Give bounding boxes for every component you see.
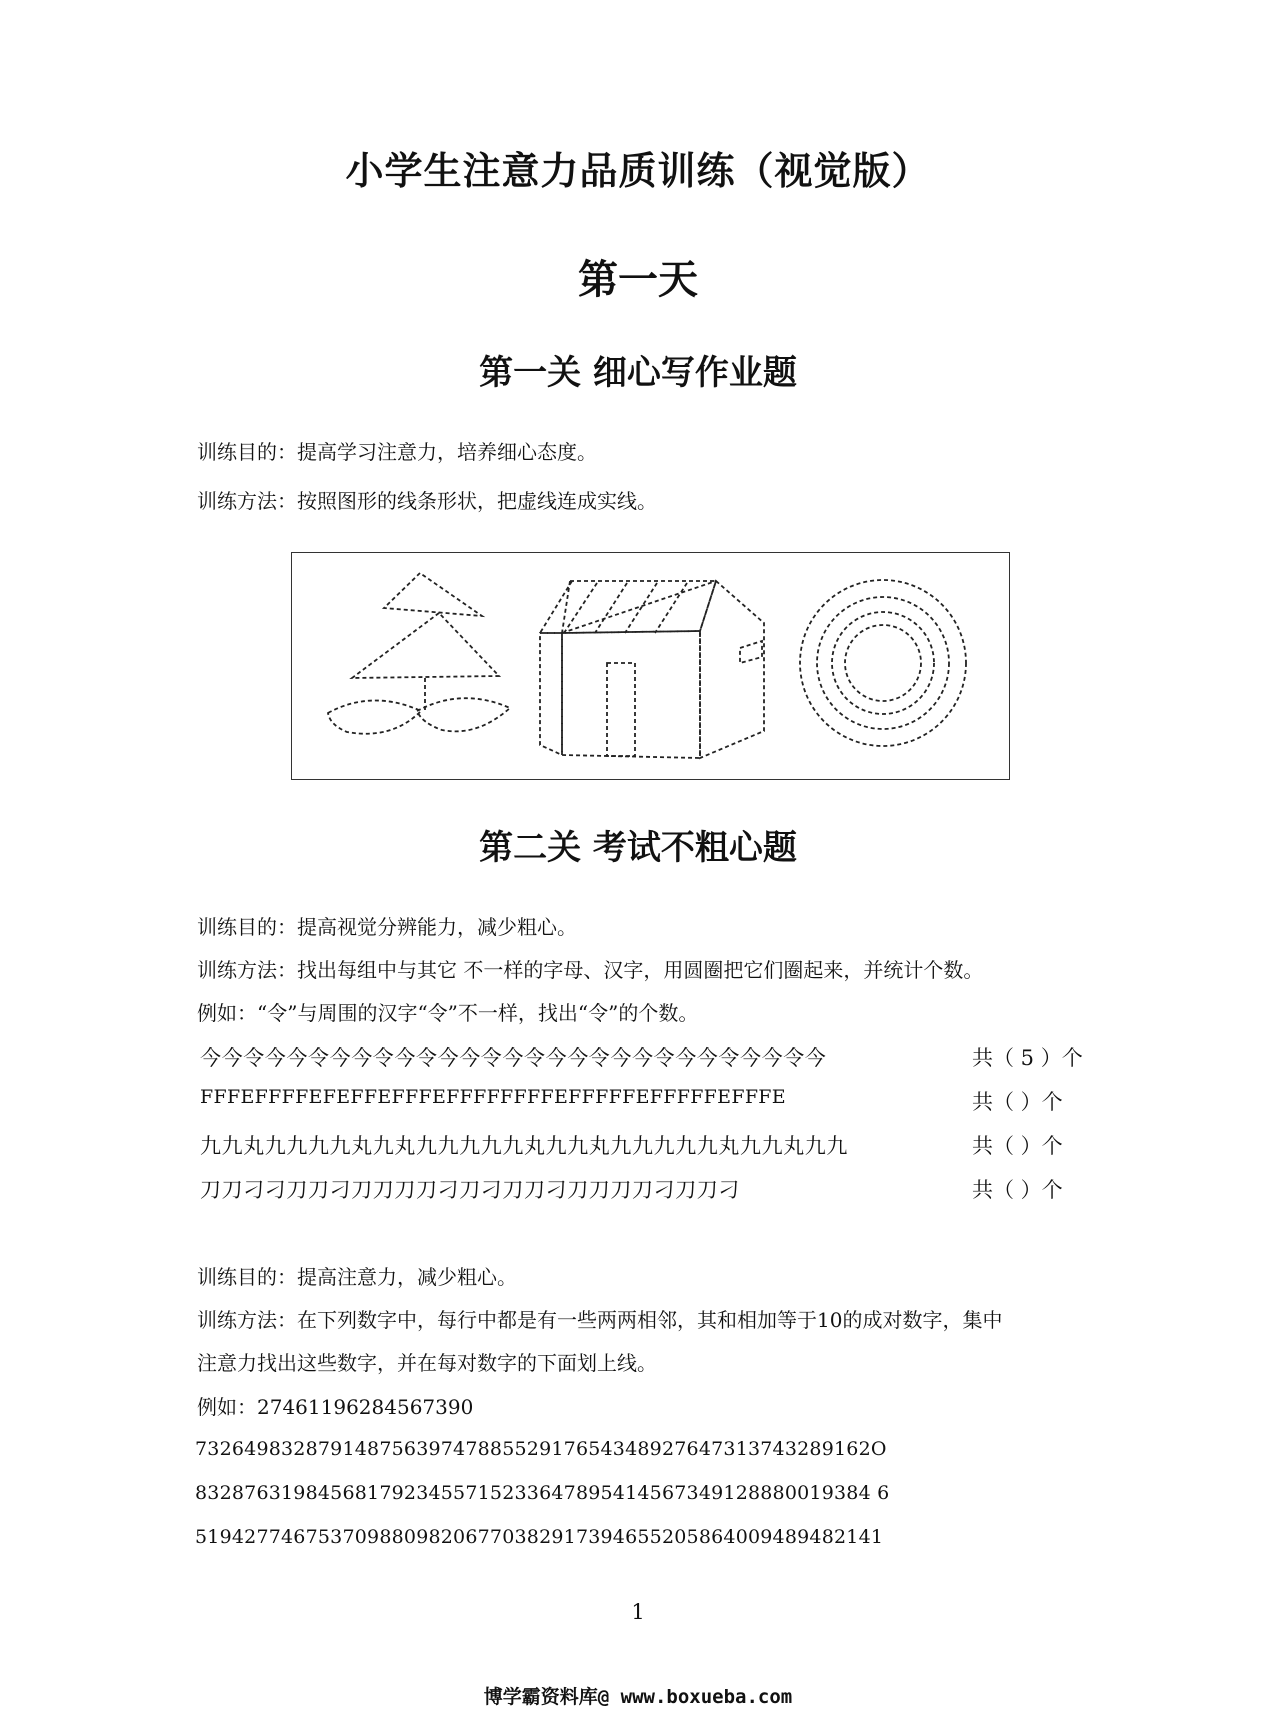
level3-purpose: 训练目的：提高注意力，减少粗心。 (197, 1265, 517, 1289)
level2-method: 训练方法：找出每组中与其它 不一样的字母、汉字，用圆圈把它们圈起来，并统计个数。 (197, 958, 984, 982)
tracing-figure (291, 552, 1010, 780)
count-answer: 共（ 5 ）个 (972, 1046, 1083, 1070)
page-number: 1 (631, 1600, 645, 1624)
count-answer: 共（ ）个 (972, 1090, 1063, 1114)
number-line: 51942774675370988098206770382917394655205864009489482141 (195, 1526, 884, 1548)
sequence-row: FFFEFFFFEFEFFEFFFEFFFFFFFFEFFFFFEFFFFFEFFFE (200, 1086, 786, 1108)
sequence-row: 今今令今今令今今令今令今今令今令今今令今今令今今令今今令今 (200, 1046, 827, 1070)
level3-method-line1: 训练方法：在下列数字中，每行中都是有一些两两相邻，其和相加等于10的成对数字，集中 (197, 1308, 1003, 1332)
level1-heading: 第一关 细心写作业题 (479, 353, 797, 393)
count-answer: 共（ ）个 (972, 1134, 1063, 1158)
circles-shape (800, 580, 966, 746)
sequence-row: 刀刀刁刁刀刀刁刀刀刀刀刁刀刁刀刀刁刀刀刀刀刁刀刀刁 (200, 1178, 740, 1202)
sequence-row: 九九丸九九九九丸九丸九九九九九丸九九丸九九九九九丸九九丸九九 (200, 1134, 848, 1158)
tree-shape (328, 573, 510, 734)
dashed-shapes (292, 553, 1011, 781)
level3-method-line2: 注意力找出这些数字，并在每对数字的下面划上线。 (197, 1351, 657, 1375)
level1-purpose: 训练目的：提高学习注意力，培养细心态度。 (197, 440, 597, 464)
level2-purpose: 训练目的：提高视觉分辨能力，减少粗心。 (197, 915, 577, 939)
count-answer: 共（ ）个 (972, 1178, 1063, 1202)
footer-watermark: 博学霸资料库@ www.boxueba.com (483, 1686, 793, 1708)
day-heading: 第一天 (578, 256, 698, 303)
number-line: 7326498328791487563974788552917654348927647313743289162O (195, 1438, 887, 1460)
number-line: 8328763198456817923455715233647895414567349128880019384 6 (195, 1482, 890, 1504)
page-title: 小学生注意力品质训练（视觉版） (345, 148, 931, 193)
level2-example: 例如：“令”与周围的汉字“令”不一样，找出“令”的个数。 (197, 1001, 699, 1025)
level1-method: 训练方法：按照图形的线条形状，把虚线连成实线。 (197, 489, 657, 513)
house-shape (540, 581, 764, 758)
level3-example: 例如：27461196284567390 (197, 1395, 474, 1419)
level2-heading: 第二关 考试不粗心题 (479, 828, 797, 868)
